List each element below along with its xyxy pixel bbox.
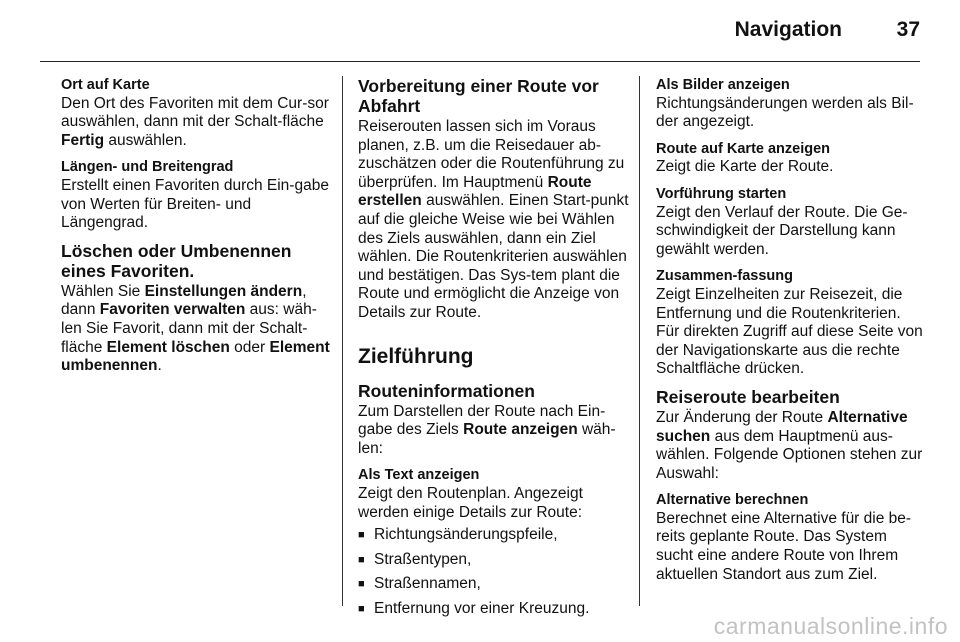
menu-term: Element umbenennen	[61, 338, 330, 375]
paragraph-alternative-berechnen: Berechnet eine Alternative für die be-reits geplante Route. Das System sucht eine andere Route von Ihrem aktuellen Standort aus zum Ziel.	[656, 509, 912, 583]
column-3	[656, 76, 928, 592]
text: Zur Änderung der Route	[656, 408, 828, 426]
menu-term: Favoriten verwalten	[99, 301, 246, 319]
list-item: ■ Entfernung vor einer Kreuzung.	[358, 600, 630, 619]
text: aus: wäh-len Sie Favorit, dann mit der Schalt-fläche	[61, 301, 317, 356]
subheading-ort-auf-karte: Ort auf Karte	[61, 77, 150, 93]
paragraph-reiseroute-bearbeiten	[656, 409, 928, 483]
text: , dann	[61, 282, 307, 319]
menu-term-alternative-suchen: Alternative suchen	[656, 408, 908, 445]
paragraph-route-auf-karte: Zeigt die Karte der Route.	[656, 158, 834, 176]
subheading-laengen-breitengrad: Längen- und Breitengrad	[61, 159, 234, 176]
text: auswählen.	[104, 131, 187, 149]
subheading-zusammenfassung: Zusammen-fassung	[656, 268, 793, 285]
paragraph-laengen-breitengrad: Erstellt einen Favoriten durch Ein-gabe von Werten für Breiten- und Längengrad.	[61, 176, 329, 232]
watermark: carmanualsonline.info	[713, 613, 948, 639]
paragraph-ort-auf-karte	[61, 95, 331, 151]
text: Zum Darstellen der Route nach Ein-gabe des Ziels	[358, 402, 606, 439]
page-header-title: Navigation	[734, 18, 842, 41]
subheading-vorfuehrung: Vorführung starten	[656, 185, 787, 202]
text: wäh-len:	[358, 421, 616, 457]
list-item: ■ Richtungsänderungspfeile,	[358, 526, 630, 545]
paragraph-als-bilder: Richtungsänderungen werden als Bil-der angezeigt.	[656, 94, 914, 131]
text: Den Ort des Favoriten mit dem Cur-sor auswählen, dann mit der Schalt-fläche	[61, 94, 329, 131]
column-separator	[342, 76, 343, 606]
heading-reiseroute-bearbeiten: Reiseroute bearbeiten	[656, 386, 840, 407]
heading-zielfuehrung: Zielführung	[358, 344, 474, 368]
paragraph-als-text: Zeigt den Routenplan. Angezeigt werden einige Details zur Route:	[358, 484, 583, 521]
subheading-alternative-berechnen: Alternative berechnen	[656, 492, 809, 509]
paragraph-routeninformationen	[358, 403, 630, 459]
menu-term-route-erstellen: Route erstellen	[358, 173, 592, 210]
paragraph-vorbereitung	[358, 118, 630, 323]
text: Reiserouten lassen sich im Voraus planen, z.B. um die Reisedauer ab-zuschätzen oder die Routenführung zu überprüfen. Im Hauptmenü	[358, 118, 625, 191]
text: .	[157, 357, 162, 375]
paragraph-zusammenfassung: Zeigt Einzelheiten zur Reisezeit, die Entfernung und die Routenkriterien. Für direkten Zugriff auf diese Seite von der Navigationskarte aus die rechte Schaltfläche drücken.	[656, 285, 923, 378]
column-1	[61, 76, 331, 384]
text: auswählen. Einen Start-punkt auf die gleiche Weise wie bei Wählen des Ziels auswählen, dann ein Ziel wählen. Die Routenkriterien auswählen und bestätigen. Das Sys-tem plant die Route und ermöglicht die Anzeige von Details zur Route.	[358, 192, 629, 321]
header-rule	[40, 61, 920, 62]
paragraph-vorfuehrung: Zeigt den Verlauf der Route. Die Ge-schwindigkeit der Darstellung kann gewählt werden.	[656, 203, 908, 258]
menu-term-fertig: Fertig	[61, 131, 105, 149]
text: aus dem Hauptmenü aus-wählen. Folgende Optionen stehen zur Auswahl:	[656, 427, 923, 482]
menu-term: Element löschen	[106, 338, 230, 356]
heading-loeschen-umbenennen: Löschen oder Umbenennen eines Favoriten.	[61, 240, 292, 281]
heading-routeninformationen: Routeninformationen	[358, 380, 535, 401]
menu-term: Einstellungen ändern	[144, 282, 303, 300]
subheading-route-auf-karte: Route auf Karte anzeigen	[656, 140, 831, 157]
list-item: ■ Straßennamen,	[358, 575, 630, 594]
column-2	[358, 76, 630, 624]
text: Wählen Sie	[61, 282, 145, 300]
column-separator	[639, 76, 640, 606]
menu-term-route-anzeigen: Route anzeigen	[463, 421, 578, 439]
list-item: ■ Straßentypen,	[358, 551, 630, 570]
text: oder	[229, 338, 270, 356]
bullet-list	[358, 526, 630, 618]
paragraph-loeschen-umbenennen	[61, 283, 331, 376]
subheading-als-bilder: Als Bilder anzeigen	[656, 77, 790, 93]
subheading-als-text-anzeigen: Als Text anzeigen	[358, 467, 480, 484]
heading-vorbereitung-route: Vorbereitung einer Route vor Abfahrt	[358, 76, 599, 116]
page-number: 37	[896, 18, 920, 41]
